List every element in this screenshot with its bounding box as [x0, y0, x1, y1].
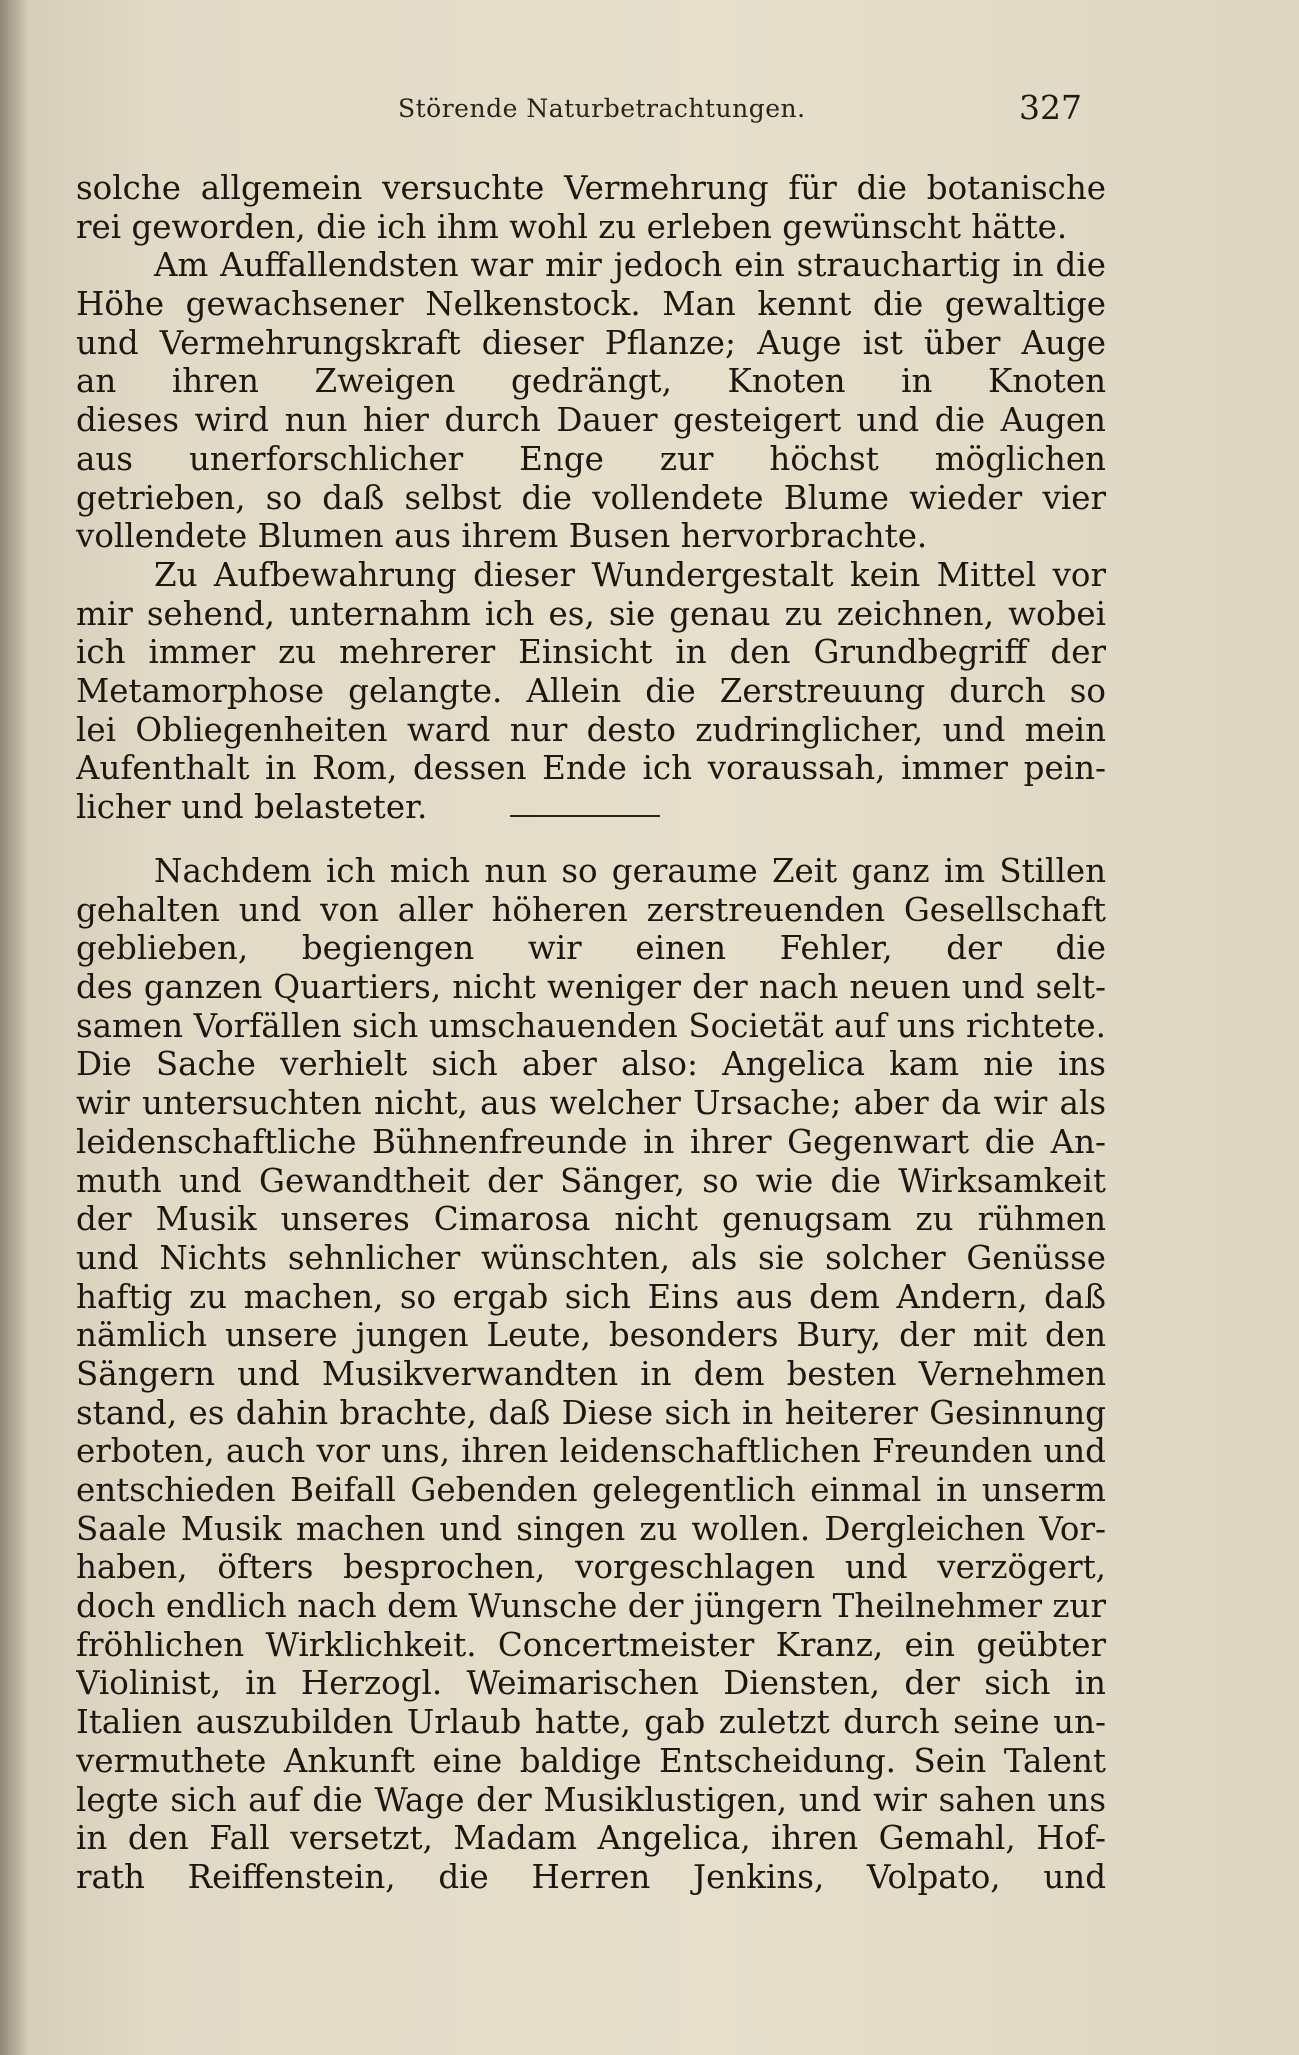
- page-header: [78, 88, 1082, 138]
- text-line: rei geworden, die ich ihm wohl zu erleben gewünscht hätte.: [76, 207, 1068, 246]
- text-line: mir sehend, unternahm ich es, sie genau zu zeichnen, wobei: [76, 594, 1106, 633]
- text-line: lei Obliegenheiten ward nur desto zudringlicher, und mein: [76, 710, 1106, 749]
- text-line: muth und Gewandtheit der Sänger, so wie die Wirksamkeit: [76, 1161, 1106, 1200]
- text-line: aus unerforschlicher Enge zur höchst möglichen: [76, 439, 1106, 478]
- text-line: ich immer zu mehrerer Einsicht in den Grundbegriff der: [76, 633, 1106, 672]
- text-line: Nachdem ich mich nun so geraume Zeit ganz im Stillen: [154, 852, 1106, 890]
- page-gutter-shadow: [0, 0, 28, 2055]
- text-line: Am Auffallendsten war mir jedoch ein strauchartig in die: [154, 246, 1106, 285]
- paragraph-block-2: [76, 852, 1106, 1897]
- text-line: gehalten und von aller höheren zerstreuenden Gesellschaft: [76, 890, 1106, 929]
- text-line: Violinist, in Herzogl. Weimarischen Diensten, der sich in: [76, 1664, 1106, 1703]
- text-line: fröhlichen Wirklichkeit. Concertmeister Kranz, ein geübter: [76, 1625, 1106, 1664]
- section-divider: [510, 815, 660, 817]
- text-line: wir untersuchten nicht, aus welcher Ursache; aber da wir als: [76, 1084, 1106, 1123]
- text-line: dieses wird nun hier durch Dauer gesteigert und die Augen: [76, 401, 1106, 440]
- text-line: Metamorphose gelangte. Allein die Zerstreuung durch so: [76, 671, 1106, 710]
- text-line: Höhe gewachsener Nelkenstock. Man kennt die gewaltige: [76, 285, 1106, 324]
- text-line: vermuthete Ankunft eine baldige Entscheidung. Sein Talent: [76, 1741, 1106, 1780]
- running-title: Störende Naturbetrachtungen.: [398, 94, 806, 123]
- text-line: und Vermehrungskraft dieser Pflanze; Auge ist über Auge: [76, 323, 1106, 362]
- text-line: Sängern und Musikverwandten in dem besten Vernehmen: [76, 1354, 1106, 1393]
- text-line: haftig zu machen, so ergab sich Eins aus dem Andern, daß: [76, 1277, 1106, 1316]
- text-line: erboten, auch vor uns, ihren leidenschaftlichen Freunden und: [76, 1432, 1106, 1471]
- text-line: leidenschaftliche Bühnenfreunde in ihrer Gegenwart die An-: [76, 1122, 1106, 1161]
- text-line: Zu Aufbewahrung dieser Wundergestalt kein Mittel vor: [154, 555, 1106, 594]
- text-line: rath Reiffenstein, die Herren Jenkins, Volpato, und: [76, 1857, 1106, 1896]
- text-line: geblieben, begiengen wir einen Fehler, der die: [76, 929, 1106, 968]
- text-line: der Musik unseres Cimarosa nicht genugsam zu rühmen: [76, 1200, 1106, 1239]
- text-line: Saale Musik machen und singen zu wollen. Dergleichen Vor-: [76, 1509, 1106, 1548]
- text-line: Die Sache verhielt sich aber also: Angelica kam nie ins: [76, 1045, 1106, 1084]
- text-line: nämlich unsere jungen Leute, besonders Bury, der mit den: [76, 1316, 1106, 1355]
- text-line: getrieben, so daß selbst die vollendete Blume wieder vier: [76, 478, 1106, 517]
- text-line: licher und belasteter.: [76, 788, 428, 826]
- page-number: 327: [1019, 88, 1082, 127]
- text-line: stand, es dahin brachte, daß Diese sich in heiterer Gesinnung: [76, 1393, 1106, 1432]
- text-line: haben, öfters besprochen, vorgeschlagen und verzögert,: [76, 1548, 1106, 1587]
- text-line: doch endlich nach dem Wunsche der jüngern Theilnehmer zur: [76, 1587, 1106, 1626]
- text-line: legte sich auf die Wage der Musiklustigen, und wir sahen uns: [76, 1780, 1106, 1819]
- text-line: entschieden Beifall Gebenden gelegentlich einmal in unserm: [76, 1471, 1106, 1509]
- text-line: vollendete Blumen aus ihrem Busen hervorbrachte.: [76, 517, 928, 556]
- text-line: solche allgemein versuchte Vermehrung für die botanische: [76, 169, 1106, 207]
- text-line: Aufenthalt in Rom, dessen Ende ich voraussah, immer pein-: [76, 749, 1106, 788]
- text-line: Italien auszubilden Urlaub hatte, gab zuletzt durch seine un-: [76, 1703, 1106, 1742]
- paragraph-block-1: [76, 169, 1106, 827]
- text-line: samen Vorfällen sich umschauenden Societät auf uns richtete.: [76, 1006, 1106, 1045]
- text-line: und Nichts sehnlicher wünschten, als sie solcher Genüsse: [76, 1238, 1106, 1277]
- text-line: des ganzen Quartiers, nicht weniger der nach neuen und selt-: [76, 968, 1106, 1007]
- text-line: an ihren Zweigen gedrängt, Knoten in Knoten: [76, 362, 1106, 401]
- text-line: in den Fall versetzt, Madam Angelica, ihren Gemahl, Hof-: [76, 1819, 1106, 1858]
